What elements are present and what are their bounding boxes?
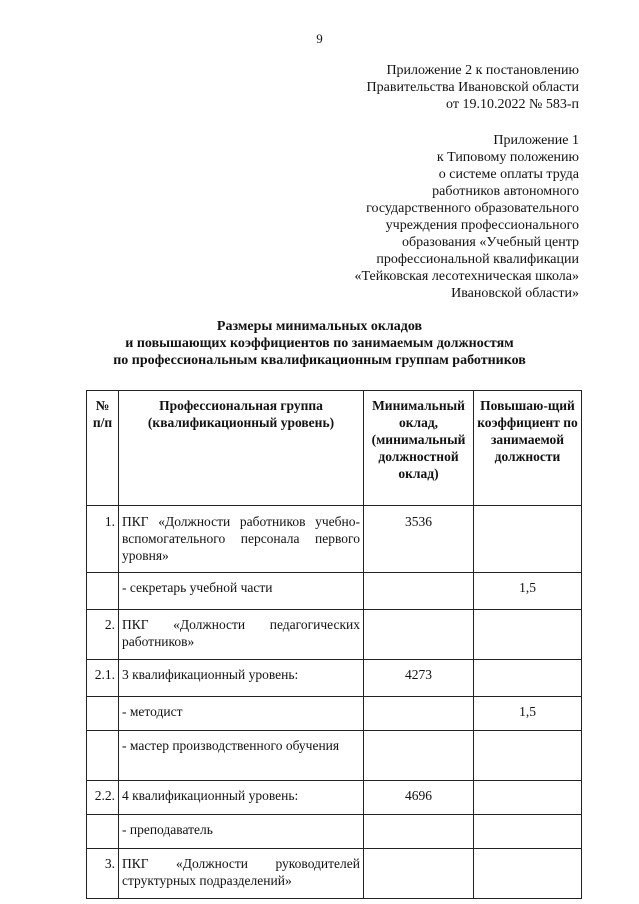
row-salary: [364, 731, 474, 781]
row-group: ПКГ «Должности педагогических работников»: [119, 610, 364, 660]
row-group: ПКГ «Должности руководителей структурных подразделений»: [119, 849, 364, 899]
appendix-1-line: Ивановской области»: [451, 286, 579, 301]
table-row: [87, 573, 582, 610]
appendix-1-line: образования «Учебный центр: [401, 235, 579, 250]
row-num: 1.: [87, 506, 119, 573]
appendix-1-line: работников автономного: [432, 184, 579, 199]
row-num: [87, 731, 119, 781]
appendix-1-line: государственного образовательного: [366, 201, 579, 216]
header-num: № п/п: [87, 391, 119, 506]
row-coefficient: [474, 506, 582, 573]
document-title: [0, 318, 639, 369]
table-row: [87, 660, 582, 697]
row-salary: 4696: [364, 781, 474, 815]
appendix-2-line: от 19.10.2022 № 583-п: [446, 97, 579, 112]
header-salary: Минимальный оклад, (минимальный должностной оклад): [364, 391, 474, 506]
row-num: 3.: [87, 849, 119, 899]
row-coefficient: [474, 731, 582, 781]
header-coefficient: Повышаю-щий коэффициент по занимаемой должности: [474, 391, 582, 506]
row-coefficient: [474, 849, 582, 899]
row-group: ПКГ «Должности работников учебно-вспомогательного персонала первого уровня»: [119, 506, 364, 573]
row-num: 2.: [87, 610, 119, 660]
appendix-1-line: учреждения профессионального: [385, 218, 579, 233]
appendix-1-header: [355, 132, 579, 302]
row-group: - мастер производственного обучения: [119, 731, 364, 781]
table-row: [87, 697, 582, 731]
row-salary: [364, 697, 474, 731]
row-group: 4 квалификационный уровень:: [119, 781, 364, 815]
appendix-1-line: Приложение 1: [493, 133, 579, 148]
table-header-row: [87, 391, 582, 506]
row-salary: [364, 610, 474, 660]
title-line: и повышающих коэффициентов по занимаемым должностям: [125, 336, 514, 351]
appendix-1-line: к Типовому положению: [436, 150, 579, 165]
table-row: [87, 815, 582, 849]
row-coefficient: [474, 610, 582, 660]
row-group: 3 квалификационный уровень:: [119, 660, 364, 697]
table-row: [87, 506, 582, 573]
row-salary: 4273: [364, 660, 474, 697]
row-coefficient: 1,5: [474, 697, 582, 731]
row-num: [87, 573, 119, 610]
table-row: [87, 781, 582, 815]
title-line: Размеры минимальных окладов: [216, 319, 423, 334]
appendix-1-line: о системе оплаты труда: [438, 167, 579, 182]
page-number: 9: [316, 31, 323, 46]
salary-table: [86, 390, 582, 899]
table-row: [87, 610, 582, 660]
table-row: [87, 849, 582, 899]
title-line: по профессиональным квалификационным группам работников: [113, 353, 526, 368]
appendix-2-header: [367, 62, 579, 113]
row-salary: [364, 573, 474, 610]
appendix-2-line: Правительства Ивановской области: [366, 80, 579, 95]
row-coefficient: 1,5: [474, 573, 582, 610]
row-group: - секретарь учебной части: [119, 573, 364, 610]
row-coefficient: [474, 660, 582, 697]
row-salary: 3536: [364, 506, 474, 573]
appendix-1-line: «Тейковская лесотехническая школа»: [354, 269, 579, 284]
appendix-1-line: профессиональной квалификации: [376, 252, 579, 267]
row-num: [87, 815, 119, 849]
appendix-2-line: Приложение 2 к постановлению: [386, 63, 579, 78]
row-salary: [364, 849, 474, 899]
row-salary: [364, 815, 474, 849]
table-row: [87, 731, 582, 781]
header-group: Профессиональная группа (квалификационный уровень): [119, 391, 364, 506]
row-coefficient: [474, 781, 582, 815]
row-num: 2.2.: [87, 781, 119, 815]
row-group: - методист: [119, 697, 364, 731]
row-num: 2.1.: [87, 660, 119, 697]
row-group: - преподаватель: [119, 815, 364, 849]
row-num: [87, 697, 119, 731]
row-coefficient: [474, 815, 582, 849]
